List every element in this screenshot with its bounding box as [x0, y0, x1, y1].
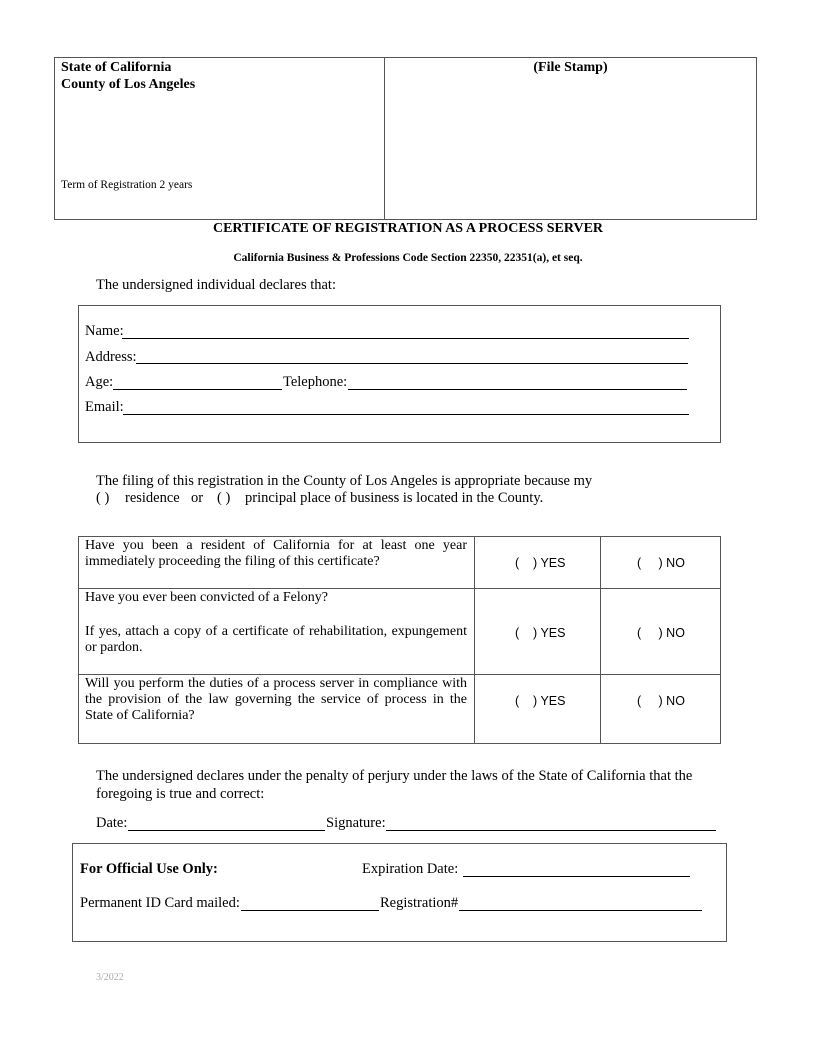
age-label: Age:: [85, 374, 114, 390]
table-row-divider-1: [78, 588, 721, 589]
residence-checkbox[interactable]: ( ): [96, 490, 110, 506]
info-box: [78, 305, 721, 443]
question-2-yes[interactable]: ( ) YES: [515, 626, 566, 640]
business-label: principal place of business is located in the County.: [245, 490, 544, 506]
name-label: Name:: [85, 323, 124, 339]
question-1-yes[interactable]: ( ) YES: [515, 556, 566, 570]
id-card-field[interactable]: [241, 910, 379, 911]
name-field[interactable]: [122, 338, 689, 339]
page-subtitle: California Business & Professions Code Section 22350, 22351(a), et seq.: [233, 252, 583, 264]
signature-field[interactable]: [386, 830, 716, 831]
county-label: County of Los Angeles: [61, 77, 196, 92]
official-heading: For Official Use Only:: [80, 861, 218, 877]
question-2-no[interactable]: ( ) NO: [637, 626, 685, 640]
email-label: Email:: [85, 399, 124, 415]
business-checkbox[interactable]: ( ): [217, 490, 231, 506]
revision-date: 3/2022: [96, 972, 124, 983]
expiration-label: Expiration Date:: [362, 861, 459, 877]
registration-label: Registration#: [380, 895, 459, 911]
question-3-text: Will you perform the duties of a process server in compliance with the provision of the law governing the service of process in the State of California?: [85, 676, 467, 723]
or-label: or: [191, 490, 204, 506]
telephone-label: Telephone:: [283, 374, 348, 390]
intro-text: The undersigned individual declares that:: [96, 277, 336, 293]
expiration-field[interactable]: [463, 876, 690, 877]
page-title: CERTIFICATE OF REGISTRATION AS A PROCESS SERVER: [212, 221, 604, 236]
address-field[interactable]: [136, 363, 688, 364]
question-3-no[interactable]: ( ) NO: [637, 694, 685, 708]
id-card-label: Permanent ID Card mailed:: [80, 895, 240, 911]
question-1-text: Have you been a resident of California for at least one year immediately proceeding the filing of this certificate?: [85, 538, 467, 569]
filing-text: The filing of this registration in the County of Los Angeles is appropriate because my: [96, 473, 593, 489]
term-label: Term of Registration 2 years: [61, 179, 193, 191]
table-col-divider-2: [600, 536, 601, 744]
question-1-no[interactable]: ( ) NO: [637, 556, 685, 570]
telephone-field[interactable]: [348, 389, 687, 390]
email-field[interactable]: [123, 414, 689, 415]
residence-label: residence: [125, 490, 180, 506]
question-2-text: Have you ever been convicted of a Felony?: [85, 590, 328, 605]
declaration-text: The undersigned declares under the penalty of perjury under the laws of the State of California that the foregoing is true and correct:: [96, 768, 693, 802]
date-field[interactable]: [128, 830, 325, 831]
official-use-box: [72, 843, 727, 942]
registration-field[interactable]: [459, 910, 702, 911]
table-col-divider-1: [474, 536, 475, 744]
file-stamp-label: (File Stamp): [533, 60, 608, 75]
table-row-divider-2: [78, 674, 721, 675]
age-field[interactable]: [113, 389, 282, 390]
date-label: Date:: [96, 815, 128, 831]
question-3-yes[interactable]: ( ) YES: [515, 694, 566, 708]
header-divider: [384, 57, 385, 220]
question-2-note: If yes, attach a copy of a certificate of rehabilitation, expungement or pardon.: [85, 624, 467, 655]
state-label: State of California: [61, 60, 172, 75]
address-label: Address:: [85, 349, 137, 365]
signature-label: Signature:: [326, 815, 386, 831]
